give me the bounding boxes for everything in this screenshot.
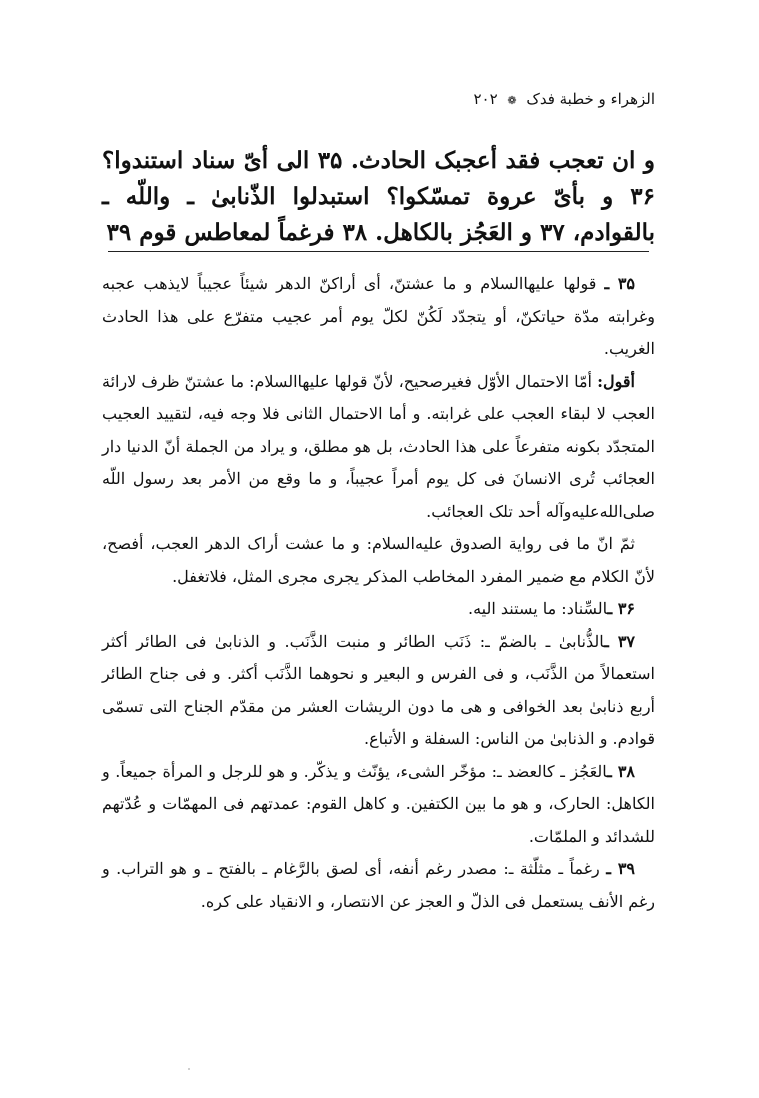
footnote-text: الذُّنابیٰ ـ بالضمّ ـ: ذَنَب الطائر و منبت الذَّنَب. و الذنابیٰ فی الطائر أکثر استعمالاً من الذَّنَب، و فی الفرس و البعیر و نحوهما الذَّنَب أکثر. و فی جناح الطائر أربع ذنابیٰ بعد الخوافی و هی ما دون الریشات العشر من مقدّم الجناح التی تسمّی قوادم. و الذنابیٰ من الناس: السفلة و الأتباع. [102,631,655,748]
footnote-number: ۳۸ ـ [607,761,635,781]
footnote-text: العَجُز ـ کالعضد ـ: مؤخّر الشیء، یؤنّث و یذکّر. و هو للرجل و المرأة جمیعاً. و الکاهل: الحارک، و هو ما بین الکتفین. و کاهل القوم: عمدتهم فی المهمّات و عُدّتهم للشدائد و الملمّات. [102,761,655,846]
footnote-35-comment [102,366,655,529]
footnote-number: ۳۹ ـ [606,859,635,878]
footnote-divider [108,251,649,252]
page-number: ۲۰۲ [473,90,498,108]
footnote-text: ثمّ انّ ما فی روایة الصدوق عليه‌السلام: و ما عشت أراک الدهر العجب، أفصح، لأنّ الکلام مع ضمیر المفرد المخاطب المذکر یجری مجری المثل، فلاتغفل. [102,534,655,586]
separator-ornament: ❁ [507,94,517,107]
book-title: الزهراء و خطبة فدک [526,90,655,108]
book-page [102,0,655,1098]
footnote-text: أمّا الاحتمال الأوّل فغیرصحیح، لأنّ قولها عليهاالسلام: ما عشتنّ ظرف لارائة العجب لا لبقاء العجب علی غرابته. و أما الاحتمال الثانی فلا وجه فیه، لتقیید العجیب المتجدّد بکونه متفرعاً علی هذا الحادث، بل هو مطلق، و یراد من الجملة أنّ الدنیا دار العجائب تُری الانسانَ فی کل یوم أمراً عجیباً، و ما وقع من الأمر بعد رسول اللّه صلى‌الله‌عليه‌وآله أحد تلک العجائب. [102,371,656,521]
running-header [102,86,655,114]
main-sermon-text: و ان تعجب فقد أعجبک الحادث. ۳۵ الی أیّ سناد استندوا؟ ۳۶ و بأیّ عروة تمسّکوا؟ استبدلوا الذّنابیٰ ـ واللّه ـ بالقوادم، ۳۷ و العَجُز بالکاهل. ۳۸ فرغماً لمعاطس قوم ۳۹ [102,147,656,246]
footnote-35-addendum [102,528,655,593]
footnote-text: قولها عليهاالسلام و ما عشتنّ، أی أراکنّ الدهر شیئاً عجیباً لایذهب عجبه وغرابته مدّة حیاتکنّ، أو یتجدّد لَکُنّ لکلّ یوم أمر عجیب متفرّع علی هذا الحادث الغریب. [102,274,655,358]
scan-speck [188,1068,190,1070]
footnotes [102,268,655,918]
footnote-36 [102,593,655,626]
footnote-38 [102,756,655,854]
footnote-number: ۳۵ ـ [604,274,635,293]
footnote-number: ۳۶ ـ [607,599,635,618]
footnote-37 [102,626,655,756]
footnote-text: السِّناد: ما یستند الیه. [468,599,608,618]
footnote-35 [102,268,655,366]
comment-lead: أقول: [597,371,635,391]
footnote-text: رغماً ـ مثلّثة ـ: مصدر رغم أنفه، أی لصق بالرَّغام ـ بالفتح ـ و هو التراب. و رغم الأنف یستعمل فی الذلّ و العجز عن الانتصار، و الانقیاد علی کره. [102,859,655,911]
footnote-number: ۳۷ ـ [604,631,636,651]
footnote-39 [102,853,655,918]
